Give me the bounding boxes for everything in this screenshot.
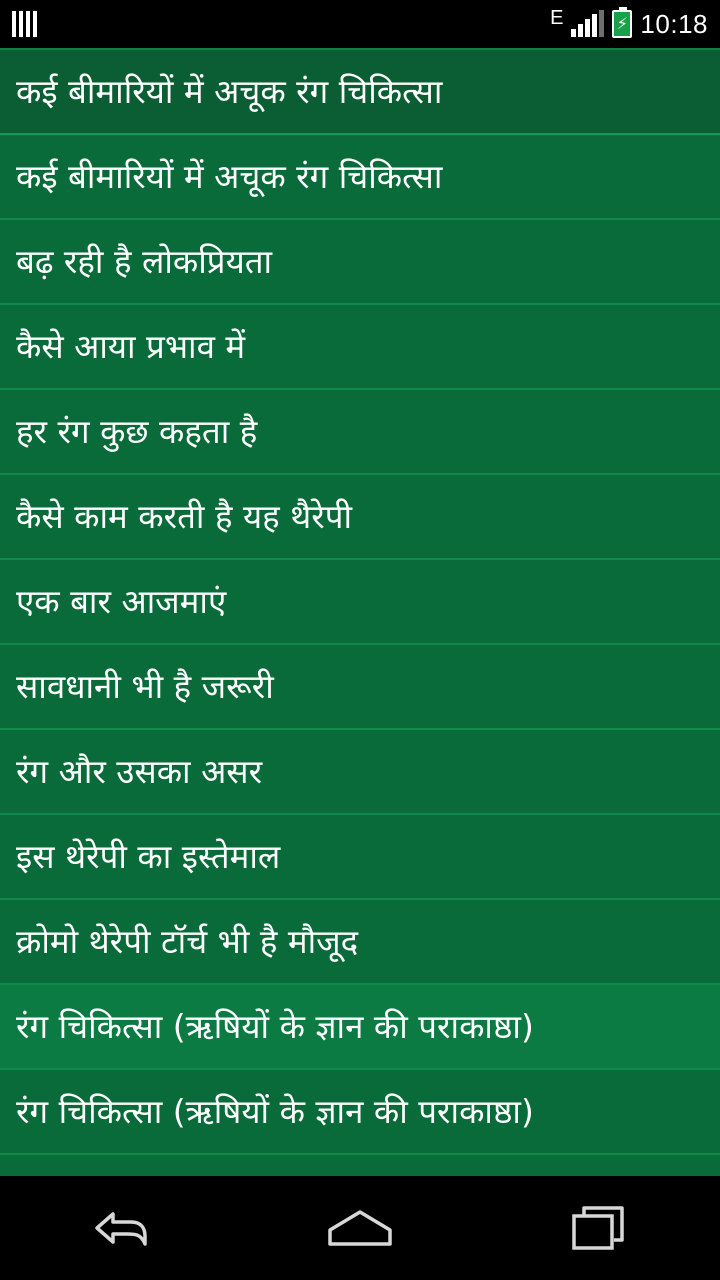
status-bar-right <box>550 9 708 40</box>
list-item-label: रंग चिकित्सा (ऋषियों के ज्ञान की पराकाष्ठा) <box>16 1091 534 1131</box>
list-item-label: कैसे काम करती है यह थैरेपी <box>16 496 352 536</box>
list-item[interactable] <box>0 730 720 815</box>
list-item-label: कई बीमारियों में अचूक रंग चिकित्सा <box>16 156 443 196</box>
list-item[interactable] <box>0 900 720 985</box>
list-item-label: इस थेरेपी का इस्तेमाल <box>16 836 281 876</box>
battery-charging-icon: ⚡ <box>612 10 632 38</box>
recent-apps-icon[interactable] <box>540 1176 660 1280</box>
status-bar-left <box>12 11 550 37</box>
status-bar-clock: 10:18 <box>640 8 708 39</box>
list-item[interactable] <box>0 220 720 305</box>
network-type-label: E <box>550 7 564 29</box>
navigation-bar <box>0 1176 720 1280</box>
list-item[interactable] <box>0 985 720 1070</box>
list-item-label: क्रोमो थेरेपी टॉर्च भी है मौजूद <box>16 921 359 961</box>
list-item[interactable] <box>0 645 720 730</box>
signal-bars-icon <box>571 11 604 37</box>
list-item[interactable] <box>0 50 720 135</box>
chapter-list[interactable] <box>0 48 720 1176</box>
back-arrow-icon[interactable] <box>60 1176 180 1280</box>
list-item[interactable] <box>0 815 720 900</box>
sim-bars-icon <box>12 11 37 37</box>
list-item-label: कई बीमारियों में अचूक रंग चिकित्सा <box>16 71 443 111</box>
list-item-label: हर रंग कुछ कहता है <box>16 411 258 451</box>
list-item-label: सावधानी भी है जरूरी <box>16 666 274 706</box>
list-item-label: एक बार आजमाएं <box>16 581 227 621</box>
list-item-label: रंग और उसका असर <box>16 751 263 791</box>
list-item[interactable] <box>0 1070 720 1155</box>
home-icon[interactable] <box>300 1176 420 1280</box>
list-item[interactable] <box>0 560 720 645</box>
list-item-label: बढ़ रही है लोकप्रियता <box>16 241 273 281</box>
list-item-label: कैसे आया प्रभाव में <box>16 326 246 366</box>
list-item[interactable] <box>0 305 720 390</box>
list-item[interactable] <box>0 135 720 220</box>
list-item[interactable] <box>0 475 720 560</box>
list-item[interactable] <box>0 390 720 475</box>
status-bar <box>0 0 720 48</box>
list-item-label: रंग चिकित्सा (ऋषियों के ज्ञान की पराकाष्ठा) <box>16 1006 534 1046</box>
